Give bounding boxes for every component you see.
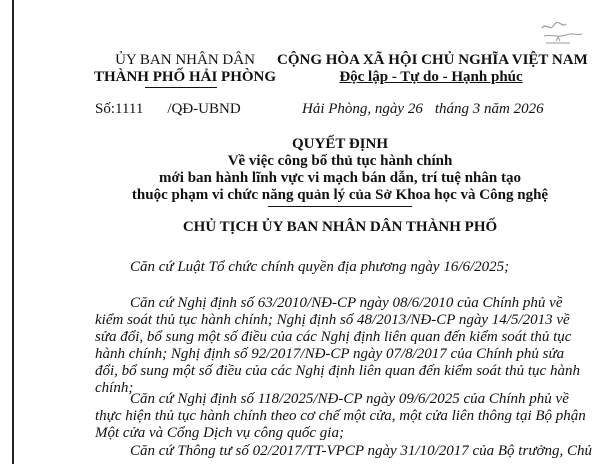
paragraph-decree-118 — [95, 391, 595, 442]
decision-subject-line1: Về việc công bố thủ tục hành chính — [227, 153, 453, 169]
paragraph-line: Căn cứ Thông tư số 02/2017/TT-VPCP ngày 31/10/2017 của Bộ trưởng, Chủ — [130, 443, 593, 459]
paragraph-line: kiểm soát thủ tục hành chính; Nghị định số 48/2013/NĐ-CP ngày 14/5/2013 về — [95, 312, 570, 328]
page-left-border-line — [12, 0, 14, 464]
paragraph-decree-63 — [95, 295, 595, 397]
paragraph-line: Một cửa và Cổng Dịch vụ công quốc gia; — [95, 425, 344, 441]
handwritten-signature-mark — [536, 16, 586, 50]
decision-subject-line2: mới ban hành lĩnh vực vi mạch bán dẫn, trí tuệ nhân tạo — [159, 170, 521, 186]
paragraph-line: chính; — [95, 380, 134, 396]
date-place-end: tháng 3 năm 2026 — [434, 101, 544, 117]
issuing-body-line2: THÀNH PHỐ HẢI PHÒNG — [93, 69, 277, 85]
paragraph-line: sửa đổi, bổ sung một số điều của các Nghị định liên quan đến kiểm soát thủ tục — [95, 329, 572, 345]
paragraph-line: Căn cứ Luật Tổ chức chính quyền địa phương ngày 16/6/2025; — [130, 259, 510, 275]
document-number-suffix: /QĐ-UBND — [167, 101, 241, 117]
issuing-body-underline — [145, 87, 217, 88]
decision-title: QUYẾT ĐỊNH — [292, 136, 388, 152]
paragraph-line: thực hiện thủ tục hành chính theo cơ chế một cửa, một cửa liên thông tại Bộ phận — [95, 408, 586, 424]
paragraph-line: hành chính; Nghị định số 92/2017/NĐ-CP ngày 07/8/2017 của Chính phủ sửa — [95, 346, 565, 362]
issuing-body-line1: ỦY BAN NHÂN DÂN — [115, 52, 255, 68]
national-motto-text: Độc lập - Tự do - Hạnh phúc — [339, 69, 523, 85]
national-motto — [277, 69, 585, 86]
paragraph-line: đổi, bổ sung một số điều của các Nghị định liên quan đến kiểm soát thủ tục hành — [95, 363, 580, 379]
date-place-start: Hải Phòng, ngày 26 — [302, 101, 423, 117]
authority-heading: CHỦ TỊCH ỦY BAN NHÂN DÂN THÀNH PHỐ — [182, 219, 498, 235]
date-place — [302, 101, 544, 118]
decision-subject-line3: thuộc phạm vi chức năng quản lý của Sở Khoa học và Công nghệ — [131, 187, 549, 203]
title-underline — [268, 206, 412, 207]
national-title: CỘNG HÒA XÃ HỘI CHỦ NGHĨA VIỆT NAM — [277, 52, 588, 68]
document-number-prefix: Số:1111 — [95, 101, 144, 117]
paragraph-law-basis — [95, 259, 595, 276]
paragraph-circular-02 — [95, 443, 595, 460]
paragraph-line: Căn cứ Nghị định số 63/2010/NĐ-CP ngày 08/6/2010 của Chính phủ về — [130, 295, 563, 311]
paragraph-line: Căn cứ Nghị định số 118/2025/NĐ-CP ngày 09/6/2025 của Chính phủ về — [130, 391, 569, 407]
document-number — [95, 101, 241, 118]
